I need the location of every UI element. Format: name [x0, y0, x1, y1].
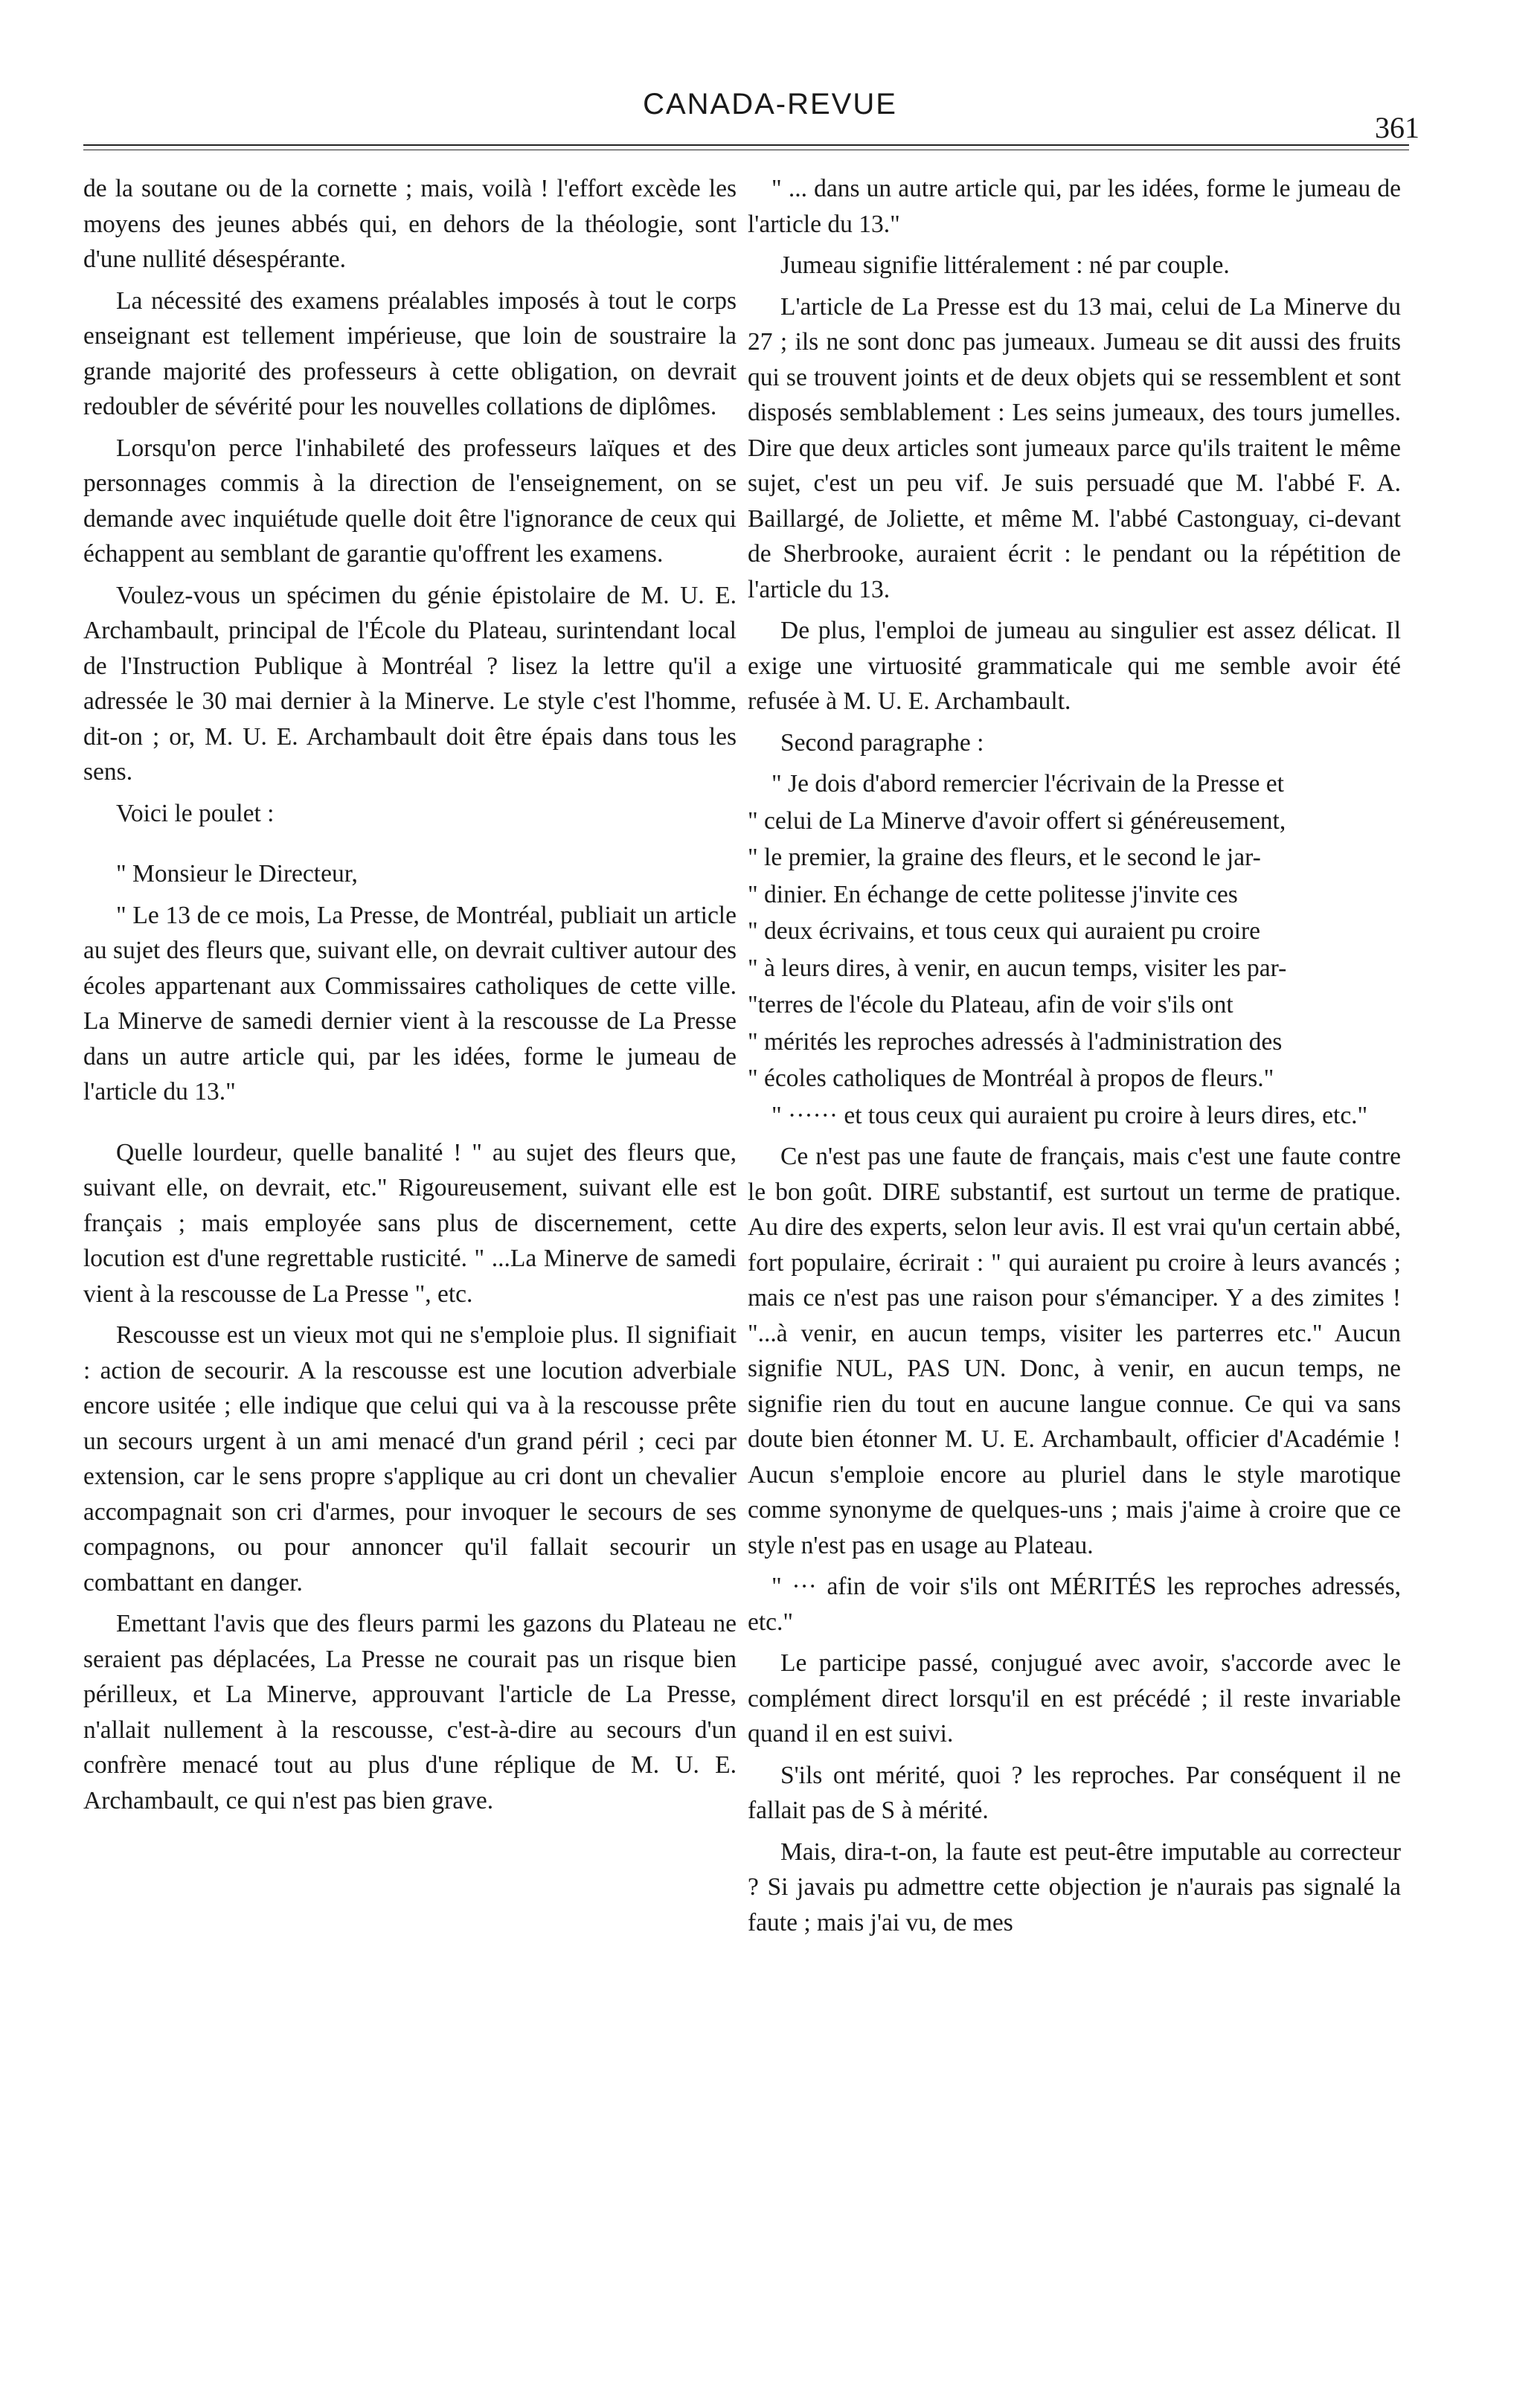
letter-salutation: " Monsieur le Directeur, [116, 860, 358, 888]
paragraph: L'article de La Presse est du 13 mai, celui de La Minerve du 27 ; ils ne sont donc pas jumeaux. Jumeau se dit aussi des fruits qui se trouvent joints et de deux objets qui se ressemblent et sont disposés semblablement : Les seins jumeaux, des tours jumelles. Dire que deux articles sont jumeaux parce qu'ils traitent le même sujet, c'est un peu vif. Je suis persuadé que M. l'abbé F. A. Baillargé, de Joliette, et même M. l'abbé Castonguay, ci-devant de Sherbrooke, auraient écrit : le pendant ou la répétition de l'article du 13. [748, 292, 1401, 603]
quote-line: " deux écrivains, et tous ceux qui auraient pu croire [748, 917, 1261, 945]
paragraph: Lorsqu'on perce l'inhabileté des professeurs laïques et des personnages commis à la direction de l'enseignement, on se demande avec inquiétude quelle doit être l'ignorance de ceux qui échappent au semblant de garantie qu'offrent les examens. [83, 434, 737, 568]
letter-quote: " Le 13 de ce mois, La Presse, de Montréal, publiait un article au sujet des fleurs que, suivant elle, on devrait cultiver autour des écoles appartenant aux Commissaires catholiques de cette ville. La Minerve de samedi dernier vient à la rescousse de La Presse dans un autre article qui, par les idées, forme le jumeau de l'article du 13." [83, 901, 737, 1105]
left-column [83, 171, 737, 1824]
paragraph: Mais, dira-t-on, la faute est peut-être imputable au correcteur ? Si javais pu admettre cette objection je n'aurais pas signalé la faute ; mais j'ai vu, de mes [748, 1838, 1401, 1936]
paragraph: La nécessité des examens préalables imposés à tout le corps enseignant est tellement impérieuse, que loin de soustraire la grande majorité des professeurs à cette obligation, on devrait redoubler de sévérité pour les nouvelles collations de diplômes. [83, 286, 737, 420]
paragraph: Voici le poulet : [116, 799, 275, 827]
page-number: 361 [1375, 111, 1419, 144]
quote: " ······ et tous ceux qui auraient pu croire à leurs dires, etc." [771, 1101, 1368, 1129]
quote-line: " le premier, la graine des fleurs, et le second le jar- [748, 844, 1261, 871]
quote-line: "terres de l'école du Plateau, afin de voir s'ils ont [748, 991, 1233, 1018]
paragraph: Ce n'est pas une faute de français, mais c'est une faute contre le bon goût. DIRE substantif, est surtout un terme de pratique. Au dire des experts, selon leur avis. Il est vrai qu'un certain abbé, fort populaire, écrirait : " qui auraient pu croire à leurs avancés ; mais ce n'est pas une raison pour s'émanciper. Y a des zimites ! "...à venir, en aucun temps, visiter les parterres etc." Aucun signifie NUL, PAS UN. Donc, à venir, en aucun temps, ne signifie rien du tout en aucune langue connue. Ce qui va sans doute bien étonner M. U. E. Archambault, officier d'Académie ! Aucun s'emploie encore au pluriel dans le style marotique comme synonyme de quelques-uns ; mais j'aime à croire que ce style n'est pas en usage au Plateau. [748, 1143, 1401, 1559]
paragraph: S'ils ont mérité, quoi ? les reproches. Par conséquent il ne fallait pas de S à mérité. [748, 1761, 1401, 1824]
paragraph: Quelle lourdeur, quelle banalité ! " au sujet des fleurs que, suivant elle, on devrait, etc." Rigoureusement, suivant elle est français ; mais employée sans plus de discernement, cette locution est d'une regrettable rusticité. " ...La Minerve de samedi vient à la rescousse de La Presse ", etc. [83, 1138, 737, 1308]
paragraph: Le participe passé, conjugué avec avoir, s'accorde avec le complément direct lorsqu'il en est précédé ; il reste invariable quand il en est suivi. [748, 1649, 1401, 1748]
paragraph: Second paragraphe : [780, 728, 984, 757]
quote-line: " Je dois d'abord remercier l'écrivain de la Presse et [771, 770, 1284, 798]
quote: " ··· afin de voir s'ils ont MÉRITÉS les reproches adressés, etc." [748, 1573, 1401, 1636]
paragraph: Rescousse est un vieux mot qui ne s'emploie plus. Il signifiait : action de secourir. A la rescousse est une locution adverbiale encore usitée ; elle indique que celui qui va à la rescousse prête un secours urgent à un ami menacé d'un grand péril ; ceci par extension, car le sens propre s'applique au cri dont un chevalier accompagnait son cri d'armes, pour invoquer le secours de ses compagnons, ou pour annoncer qu'il fallait secourir un combattant en danger. [83, 1321, 737, 1596]
quote-line: " mérités les reproches adressés à l'administration des [748, 1027, 1283, 1056]
paragraph: Voulez-vous un spécimen du génie épistolaire de M. U. E. Archambault, principal de l'École du Plateau, surintendant local de l'Instruction Publique à Montréal ? lisez la lettre qu'il a adressée le 30 mai dernier à la Minerve. Le style c'est l'homme, dit-on ; or, M. U. E. Archambault doit être épais dans tous les sens. [83, 581, 737, 786]
quote-line: " écoles catholiques de Montréal à propos de fleurs." [748, 1065, 1274, 1092]
quote-line: " à leurs dires, à venir, en aucun temps, visiter les par- [748, 954, 1287, 982]
right-column [748, 171, 1401, 1946]
paragraph: Emettant l'avis que des fleurs parmi les gazons du Plateau ne seraient pas déplacées, La Presse ne courait pas un risque bien périlleux, et La Minerve, approuvant l'article de La Presse, n'allait nullement à la rescousse, c'est-à-dire au secours d'un confrère menacé tout au plus d'une réplique de M. U. E. Archambault, ce qui n'est pas bien grave. [83, 1610, 737, 1814]
quote-line: " dinier. En échange de cette politesse j'invite ces [748, 880, 1238, 908]
header-rule [83, 144, 1409, 146]
quote: " ... dans un autre article qui, par les idées, forme le jumeau de l'article du 13." [748, 175, 1401, 238]
paragraph: De plus, l'emploi de jumeau au singulier est assez délicat. Il exige une virtuosité grammaticale qui me semble avoir été refusée à M. U. E. Archambault. [748, 617, 1401, 715]
paragraph: Jumeau signifie littéralement : né par couple. [780, 251, 1230, 279]
quote-line: " celui de La Minerve d'avoir offert si généreusement, [748, 806, 1286, 835]
running-header-title: CANADA-REVUE [643, 88, 897, 121]
paragraph: de la soutane ou de la cornette ; mais, voilà ! l'effort excède les moyens des jeunes abbés qui, en dehors de la théologie, sont d'une nullité désespérante. [83, 175, 737, 273]
